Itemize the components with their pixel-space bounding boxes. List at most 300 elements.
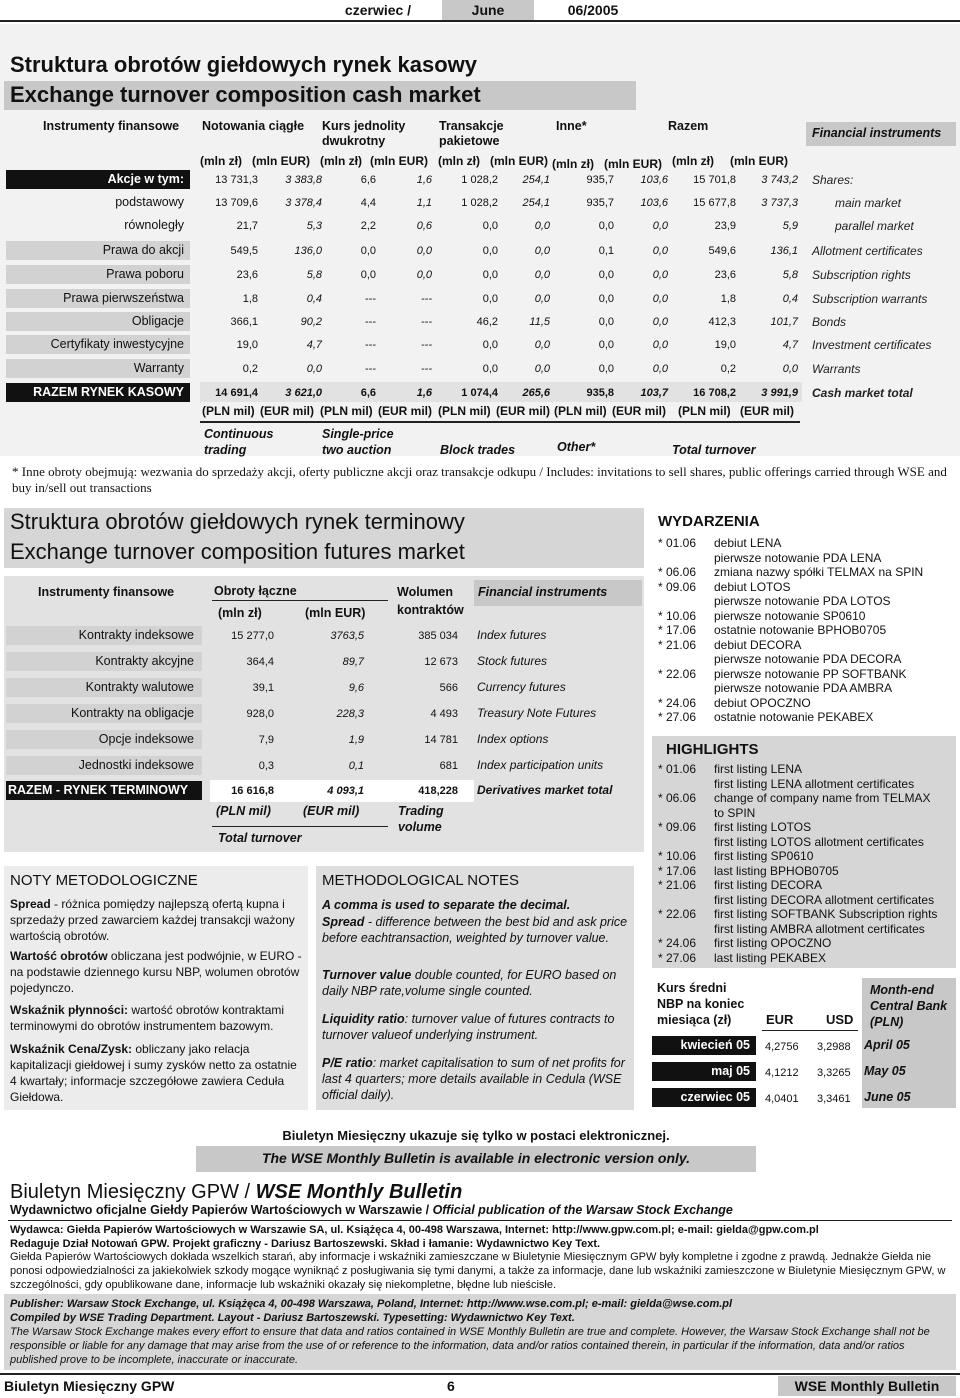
- fx-col-rule: [762, 1030, 858, 1031]
- ne4a: P/E ratio: [322, 1056, 373, 1070]
- fx-usd: 3,3265: [817, 1067, 851, 1079]
- cash-cell: 549,5: [230, 245, 258, 257]
- cash-cell: 0,0: [652, 245, 668, 257]
- event-text: first listing LOTOS: [714, 820, 812, 834]
- cash-col-instruments: Instrumenty finansowe: [43, 119, 180, 133]
- event-text: first listing LENA: [714, 762, 803, 776]
- event-text: first listing SP0610: [714, 849, 814, 863]
- event-date: * 17.06: [658, 863, 697, 878]
- cash-footnote: * Inne obroty obejmują: wezwania do sprzedaży akcji, oferty publiczne akcji oraz transakcje odkupu / Includes: invitations to sell shares, public offerings carried through WSE and buy in/sell out transactions: [12, 464, 947, 495]
- cash-cell: 0,4: [306, 293, 322, 305]
- fut-en-eur: (EUR mil): [303, 804, 360, 818]
- np3b: wartość obrotów kontraktami terminowymi do obrotów instrumentem bazowym.: [10, 1003, 285, 1033]
- cash-col-single2: dwukrotny: [322, 134, 386, 148]
- cash-cell: 0,0: [534, 269, 550, 281]
- event-date: * 09.06: [658, 579, 697, 594]
- cash-title-en: Exchange turnover composition cash market: [10, 82, 481, 107]
- cash-cell: 4,7: [782, 339, 798, 351]
- cash-row-label: Certyfikaty inwestycyjne: [6, 335, 190, 354]
- header-month-pl: [318, 0, 438, 20]
- ub6: (EUR mil): [496, 404, 550, 418]
- cash-cell: 136,0: [294, 245, 322, 257]
- cash-cell: 23,6: [236, 269, 258, 281]
- cash-cell: ---: [365, 293, 376, 305]
- events-title-pl: WYDARZENIA: [658, 513, 760, 530]
- event-date: * 22.06: [658, 907, 697, 921]
- fut-en-trading: Trading: [398, 804, 444, 818]
- cash-cell: 23,6: [714, 269, 736, 281]
- cash-cell: 254,1: [522, 174, 550, 186]
- fut-en-total: Total turnover: [218, 831, 302, 845]
- colophon-rule: [8, 1220, 952, 1221]
- cash-cell: 2,2: [360, 220, 376, 232]
- header-date-text: 06/2005: [567, 2, 619, 18]
- cash-cell: 0,0: [598, 339, 614, 351]
- notes-pl-p3: [10, 1002, 306, 1034]
- cash-cell: 0,0: [652, 220, 668, 232]
- fut-col-volume2: kontraktów: [397, 603, 464, 617]
- cash-cell: 6,6: [360, 387, 376, 399]
- cash-cell: 0,2: [720, 363, 736, 375]
- ub9: (PLN mil): [678, 404, 731, 418]
- cash-cell: 1,6: [416, 174, 432, 186]
- fx-row-en: April 05: [864, 1038, 910, 1052]
- cash-cell: 13 731,3: [215, 174, 258, 186]
- event-text: last listing PEKABEX: [714, 950, 827, 965]
- fx-row-label: maj 05: [652, 1062, 756, 1081]
- fut-row-label: RAZEM - RYNEK TERMINOWY: [6, 781, 202, 800]
- cash-en-continuous: Continuous: [204, 427, 274, 441]
- colophon-e3: The Warsaw Stock Exchange makes every effort to ensure that data and ratios contained in WSE Monthly Bulletin are true and complete. However, the Warsaw Stock Exchange shall not be responsible or liable for any damage that may arise from the use of or reference to the information, data and/or ratios contained therein, in particular if the information, data and/or ratios published prove to be incomplete, inaccurate or inaccurate.: [10, 1326, 930, 1366]
- cash-cell: 935,7: [586, 197, 614, 209]
- fut-row-en: Index options: [477, 732, 549, 746]
- event-date: * 09.06: [658, 820, 697, 834]
- event-text: debiut DECORA: [714, 637, 802, 652]
- header-month-pl-text: czerwiec /: [344, 2, 412, 18]
- electronic-en: The WSE Monthly Bulletin is available in electronic version only.: [261, 1150, 691, 1166]
- ne4b: : market capitalisation to sum of net profits for last 4 quarters; more details available in Cedula (WSE official daily).: [322, 1056, 625, 1102]
- cash-cell: 6,6: [360, 174, 376, 186]
- event-date: * 06.06: [658, 791, 697, 805]
- cash-row-en: Bonds: [812, 315, 847, 329]
- colophon-sub-pl: Wydawnictwo oficjalne Giełdy Papierów Wartościowych w Warszawie /: [10, 1203, 433, 1217]
- cash-row-en: Warrants: [812, 362, 861, 376]
- cash-cell: 0,1: [598, 245, 614, 257]
- fut-row-en: Index futures: [477, 628, 547, 642]
- fx-col-usd: USD: [826, 1012, 854, 1027]
- colophon-title-pl: Biuletyn Miesięczny GPW /: [10, 1181, 251, 1203]
- cash-row-en: Subscription rights: [812, 268, 911, 282]
- cash-cell: ---: [421, 363, 432, 375]
- fx-usd: 3,2988: [817, 1041, 851, 1053]
- cash-cell: 3 378,4: [285, 197, 322, 209]
- fut-cell: 0,1: [348, 760, 364, 772]
- ub3: (PLN mil): [320, 404, 373, 418]
- fx-col-eur: EUR: [766, 1012, 794, 1027]
- event-date: * 22.06: [658, 666, 697, 681]
- event-date: * 01.06: [658, 762, 697, 776]
- ub7: (PLN mil): [554, 404, 607, 418]
- fut-row-en: Index participation units: [477, 758, 604, 772]
- fut-cell: 3763,5: [330, 630, 364, 642]
- event-text: change of company name from TELMAX: [714, 791, 931, 805]
- cash-cell: 935,7: [586, 174, 614, 186]
- fut-cell: 9,6: [348, 682, 364, 694]
- fut-row-label: Kontrakty akcyjne: [6, 652, 202, 671]
- cash-row-label: równoległy: [124, 218, 184, 232]
- u9: (mln zł): [672, 154, 714, 168]
- cash-row-label: Warranty: [6, 359, 190, 378]
- cash-cell: 1,8: [720, 293, 736, 305]
- event-date: * 24.06: [658, 695, 697, 710]
- fx-title-pl-1: Kurs średni: [657, 981, 727, 995]
- event-text: first listing DECORA: [714, 878, 823, 892]
- fut-cell: 39,1: [252, 682, 274, 694]
- np3a: Wskaźnik płynności:: [10, 1003, 129, 1017]
- cash-cell: 549,6: [708, 245, 736, 257]
- cash-cell: 0,2: [242, 363, 258, 375]
- event-text: pierwsze notowanie PDA AMBRA: [714, 681, 893, 695]
- ub8: (EUR mil): [612, 404, 666, 418]
- cash-cell: 4,4: [360, 197, 376, 209]
- cash-cell: 0,0: [534, 293, 550, 305]
- event-text: first listing SOFTBANK Subscription rights: [714, 907, 938, 921]
- cash-cell: 103,6: [640, 197, 668, 209]
- cash-cell: 15 677,8: [693, 197, 736, 209]
- u10: (mln EUR): [730, 154, 788, 168]
- fut-unit-pln: (mln zł): [218, 606, 262, 620]
- cash-cell: 0,0: [598, 293, 614, 305]
- fut-turnover-rule: [212, 600, 388, 601]
- cash-cell: 0,0: [598, 316, 614, 328]
- cash-cell: 21,7: [236, 220, 258, 232]
- cash-cell: 0,0: [482, 269, 498, 281]
- np2b: obliczana jest podwójnie, w EURO - na podstawie dziennego kursu NBP, wolumen obrotów pojedynczo.: [10, 949, 302, 995]
- fut-row-label: Opcje indeksowe: [6, 730, 202, 749]
- cash-cell: 0,0: [482, 293, 498, 305]
- cash-cell: ---: [421, 339, 432, 351]
- np4a: Wskaźnik Cena/Zysk:: [10, 1042, 133, 1056]
- np1a: Spread: [10, 897, 51, 911]
- cash-cell: 0,0: [534, 363, 550, 375]
- fut-col-fin-en: Financial instruments: [478, 585, 608, 599]
- np1b: - różnica pomiędzy najlepszą ofertą kupna i sprzedaży przed zawarciem każdej transakcji ważony wartością obrotów.: [10, 897, 295, 943]
- ne3a: Liquidity ratio: [322, 1012, 405, 1026]
- colophon-title: [10, 1181, 462, 1204]
- event-date: * 10.06: [658, 608, 697, 623]
- cash-col-fin-en: Financial instruments: [812, 126, 942, 140]
- cash-cell: 0,0: [652, 363, 668, 375]
- ne2a: Turnover value: [322, 968, 412, 982]
- np2a: Wartość obrotów: [10, 949, 108, 963]
- fut-cell: 4 093,1: [327, 785, 364, 797]
- fut-cell: 681: [439, 760, 458, 772]
- fut-row-en: Currency futures: [477, 680, 566, 694]
- cash-cell: 0,0: [306, 363, 322, 375]
- cash-row-label: RAZEM RYNEK KASOWY: [6, 383, 190, 402]
- fut-title-pl: Struktura obrotów giełdowych rynek terminowy: [10, 509, 465, 534]
- fut-col-volume: Wolumen: [397, 585, 454, 599]
- cash-cell: 15 701,8: [693, 174, 736, 186]
- cash-row-en: Investment certificates: [812, 338, 932, 352]
- cash-cell: 0,4: [782, 293, 798, 305]
- cash-cell: 0,0: [416, 245, 432, 257]
- fut-row-en: Derivatives market total: [477, 783, 613, 797]
- cash-en-block: Block trades: [440, 443, 516, 457]
- cash-row-en: main market: [835, 196, 902, 210]
- ne2b: double counted, for EURO based on daily NBP rate,volume single counted.: [322, 968, 617, 998]
- cash-col-total: Razem: [668, 119, 709, 133]
- colophon-sub-en: Official publication of the Warsaw Stock Exchange: [432, 1203, 733, 1217]
- cash-cell: 1 028,2: [461, 197, 498, 209]
- event-text: pierwsze notowanie PDA DECORA: [714, 652, 902, 666]
- notes-en-p4: [322, 1055, 630, 1103]
- u8: (mln EUR): [604, 157, 662, 171]
- ub1: (PLN mil): [202, 404, 255, 418]
- cash-row-label: Akcje w tym:: [6, 170, 190, 189]
- cash-cell: 0,0: [482, 220, 498, 232]
- fx-title-en-2: Central Bank: [870, 999, 948, 1013]
- cash-cell: 0,0: [598, 220, 614, 232]
- fx-title-en-1: Month-end: [870, 983, 934, 997]
- fx-usd: 3,3461: [817, 1093, 851, 1105]
- electronic-pl: Biuletyn Miesięczny ukazuje się tylko w postaci elektronicznej.: [282, 1128, 670, 1143]
- fut-title-en: Exchange turnover composition futures market: [10, 539, 465, 564]
- colophon-l2: Redaguje Dział Notowań GPW. Projekt graficzny - Dariusz Bartoszewski. Skład i łamanie: Wydawnictwo Key Text.: [10, 1238, 601, 1250]
- fut-col-turnover: Obroty łączne: [214, 584, 297, 598]
- cash-cell: 366,1: [230, 316, 258, 328]
- fx-row-en: June 05: [864, 1090, 911, 1104]
- fut-unit-eur: (mln EUR): [305, 606, 366, 620]
- cash-cell: 0,0: [652, 269, 668, 281]
- fut-cell: 364,4: [246, 656, 274, 668]
- cash-table-bottom-rule: [200, 421, 800, 423]
- cash-cell: 0,0: [482, 363, 498, 375]
- event-text: ostatnie notowanie BPHOB0705: [714, 623, 887, 637]
- ne1b: - difference between the best bid and ask price before eachtransaction, weighted by turnover value.: [322, 915, 628, 945]
- cash-cell: 0,0: [652, 293, 668, 305]
- event-text: debiut LENA: [714, 536, 782, 550]
- fx-row-en: May 05: [864, 1064, 906, 1078]
- cash-cell: 0,0: [360, 269, 376, 281]
- fut-cell: 16 616,8: [231, 785, 274, 797]
- cash-cell: 0,0: [534, 220, 550, 232]
- cash-cell: 19,0: [714, 339, 736, 351]
- event-date: * 01.06: [658, 536, 697, 550]
- cash-cell: 103,6: [640, 174, 668, 186]
- notes-pl-p4: [10, 1041, 306, 1105]
- ub10: (EUR mil): [740, 404, 794, 418]
- fut-cell: 4 493: [430, 708, 458, 720]
- cash-row-en: Shares:: [812, 173, 854, 187]
- event-date: * 17.06: [658, 623, 697, 637]
- u5: (mln zł): [438, 154, 480, 168]
- event-text: first listing LENA allotment certificates: [714, 776, 915, 791]
- fut-row-label: Kontrakty na obligacje: [6, 704, 202, 723]
- ub5: (PLN mil): [438, 404, 491, 418]
- cash-cell: 19,0: [236, 339, 258, 351]
- event-date: * 21.06: [658, 637, 697, 652]
- fx-title-pl-2: NBP na koniec: [657, 997, 745, 1011]
- fut-row-en: Treasury Note Futures: [477, 706, 597, 720]
- event-text: first listing LOTOS allotment certificates: [714, 834, 924, 849]
- cash-cell: 1,1: [416, 197, 432, 209]
- cash-en-total: Total turnover: [672, 443, 756, 457]
- cash-cell: 3 621,0: [285, 387, 322, 399]
- event-text: zmiana nazwy spółki TELMAX na SPIN: [714, 565, 924, 579]
- event-text: last listing BPHOB0705: [714, 863, 839, 878]
- cash-row-label: Prawa do akcji: [6, 241, 190, 260]
- cash-cell: 5,8: [782, 269, 798, 281]
- cash-cell: 103,7: [640, 387, 668, 399]
- fut-en-volume: volume: [398, 820, 442, 834]
- cash-units-top: [200, 154, 802, 172]
- fut-cell: 228,3: [336, 708, 364, 720]
- notes-en-p1: [322, 914, 630, 946]
- cash-row-en: Cash market total: [812, 386, 913, 400]
- footer-rule: [0, 1373, 960, 1375]
- cash-row-en: Subscription warrants: [812, 292, 928, 306]
- cash-cell: 11,5: [529, 316, 550, 328]
- fut-col-instruments: Instrumenty finansowe: [38, 585, 175, 599]
- cash-cell: 23,9: [714, 220, 736, 232]
- fut-row-en: Stock futures: [477, 654, 548, 668]
- cash-en-continuous2: trading: [204, 443, 247, 457]
- cash-cell: 0,0: [416, 269, 432, 281]
- cash-cell: 0,0: [534, 339, 550, 351]
- u4: (mln EUR): [370, 154, 428, 168]
- cash-cell: ---: [421, 293, 432, 305]
- cash-cell: 101,7: [770, 316, 798, 328]
- event-text: debiut LOTOS: [714, 579, 791, 594]
- u3: (mln zł): [320, 154, 362, 168]
- event-text: pierwsze notowanie PDA LENA: [714, 550, 882, 565]
- u7: (mln zł): [552, 157, 594, 171]
- cash-cell: ---: [365, 339, 376, 351]
- u6: (mln EUR): [490, 154, 548, 168]
- cash-cell: 935,8: [586, 387, 614, 399]
- fut-total-rule: [212, 826, 388, 827]
- cash-cell: ---: [365, 363, 376, 375]
- fx-title-en-3: (PLN): [870, 1015, 904, 1029]
- cash-row-label: Prawa pierwszeństwa: [6, 289, 190, 308]
- fut-cell: 15 277,0: [231, 630, 274, 642]
- cash-cell: ---: [365, 316, 376, 328]
- cash-cell: 0,0: [534, 245, 550, 257]
- cash-cell: 3 991,9: [761, 387, 798, 399]
- colophon-e2: Compiled by WSE Trading Department. Layout - Dariusz Bartoszewski. Typesetting: Wydawnictwo Key Text.: [10, 1312, 575, 1324]
- cash-cell: 0,0: [482, 245, 498, 257]
- cash-cell: 5,3: [306, 220, 322, 232]
- fut-cell: 566: [439, 682, 458, 694]
- cash-cell: ---: [421, 316, 432, 328]
- fut-row-label: Kontrakty indeksowe: [6, 626, 202, 645]
- colophon-l3: Giełda Papierów Wartościowych dokłada wszelkich starań, aby informacje i wskaźniki zamieszczane w Biuletynie Miesięcznym GPW były kompletne i zgodne z prawdą. Jednakże Giełda nie ponosi odpowiedzialności za jakiekolwiek szkody mogące wyniknąć z posługiwania się tymi danymi, a także za informacje, dane lub wskaźniki zamieszczone w Biuletynie Miesięcznym GPW, w szczególności, gdy opublikowane dane, informacje lub wskaźniki okazały się niekompletne, błędne lub nieścisłe.: [10, 1251, 946, 1291]
- notes-pl-p2: [10, 948, 306, 996]
- cash-units-bottom: [202, 404, 802, 418]
- cash-col-single: Kurs jednolity: [322, 119, 406, 133]
- cash-cell: 265,6: [522, 387, 550, 399]
- cash-col-other: Inne*: [556, 119, 587, 133]
- event-text: pierwsze notowanie SP0610: [714, 608, 866, 623]
- notes-en-title: METHODOLOGICAL NOTES: [322, 872, 519, 889]
- cash-row-en: parallel market: [835, 219, 914, 233]
- cash-col-block: Transakcje: [439, 119, 504, 133]
- colophon-l1: Wydawca: Giełda Papierów Wartościowych w Warszawie SA, ul. Książęca 4, 00-498 Warszawa, Internet: http://www.gpw.com.pl; e-mail: gielda@gpw.com.pl: [10, 1224, 819, 1236]
- cash-cell: 0,0: [360, 245, 376, 257]
- fut-cell: 385 034: [418, 630, 458, 642]
- cash-cell: 136,1: [770, 245, 798, 257]
- fx-row-label: kwiecień 05: [652, 1036, 756, 1055]
- cash-cell: 3 743,2: [761, 174, 798, 186]
- event-date: * 10.06: [658, 849, 697, 863]
- cash-cell: 4,7: [306, 339, 322, 351]
- cash-en-single: Single-price: [322, 427, 394, 441]
- cash-cell: 1 074,4: [461, 387, 498, 399]
- ub4: (EUR mil): [378, 404, 432, 418]
- fut-cell: 89,7: [342, 656, 364, 668]
- cash-cell: 0,6: [416, 220, 432, 232]
- fut-cell: 12 673: [424, 656, 458, 668]
- event-text: first listing OPOCZNO: [714, 936, 832, 950]
- ne1a: Spread: [322, 915, 365, 929]
- cash-row-label: podstawowy: [115, 195, 184, 209]
- colophon-title-en: WSE Monthly Bulletin: [255, 1181, 463, 1203]
- fut-cell: 14 781: [424, 734, 458, 746]
- cash-cell: 1,8: [242, 293, 258, 305]
- cash-cell: 16 708,2: [693, 387, 736, 399]
- header-rule: [0, 20, 960, 22]
- u2: (mln EUR): [252, 154, 310, 168]
- header-month-en-text: June: [471, 2, 505, 18]
- colophon-e1: Publisher: Warsaw Stock Exchange, ul. Książęca 4, 00-498 Warszawa, Poland, Internet: http://www.wse.com.pl; e-mail: gielda@wse.com.pl: [10, 1298, 733, 1310]
- cash-cell: 13 709,6: [215, 197, 258, 209]
- event-text: debiut OPOCZNO: [714, 695, 811, 710]
- cash-cell: 1,6: [416, 387, 432, 399]
- cash-cell: 5,9: [782, 220, 798, 232]
- notes-en-p2: [322, 967, 630, 999]
- cash-cell: 90,2: [300, 316, 322, 328]
- events-title-en: HIGHLIGHTS: [666, 741, 759, 758]
- cash-row-en: Allotment certificates: [812, 244, 923, 258]
- np4b: obliczany jako relacja kapitalizacji giełdowej i sumy zysków netto za ostatnie 4 kwartały; informacje szczegółowe zawiera Ceduła Giełdowa.: [10, 1042, 297, 1104]
- fut-cell: 7,9: [258, 734, 274, 746]
- cash-en-other: Other*: [557, 440, 596, 454]
- event-date: * 21.06: [658, 878, 697, 892]
- event-date: * 24.06: [658, 936, 697, 950]
- cash-cell: 1 028,2: [461, 174, 498, 186]
- cash-title-pl: Struktura obrotów giełdowych rynek kasowy: [10, 52, 477, 77]
- event-date: * 27.06: [658, 710, 697, 724]
- cash-cell: 3 383,8: [285, 174, 322, 186]
- event-text: pierwsze notowanie PDA LOTOS: [714, 594, 891, 608]
- event-date: * 06.06: [658, 565, 697, 579]
- fut-row-label: Kontrakty walutowe: [6, 678, 202, 697]
- cash-cell: 14 691,4: [215, 387, 258, 399]
- cash-cell: 254,1: [522, 197, 550, 209]
- footer-page: 6: [447, 1378, 455, 1394]
- fx-eur: 4,0401: [765, 1093, 799, 1105]
- ne3b: : turnover value of futures contracts to turnover valueof underlying instrument.: [322, 1012, 615, 1042]
- u1: (mln zł): [200, 154, 242, 168]
- header-month-en: [442, 0, 534, 20]
- cash-cell: 5,8: [306, 269, 322, 281]
- fx-row-label: czerwiec 05: [652, 1088, 756, 1107]
- footer-right: WSE Monthly Bulletin: [778, 1376, 956, 1396]
- cash-cell: 46,2: [476, 316, 498, 328]
- notes-pl-p1: [10, 896, 306, 944]
- cash-cell: 3 737,3: [761, 197, 798, 209]
